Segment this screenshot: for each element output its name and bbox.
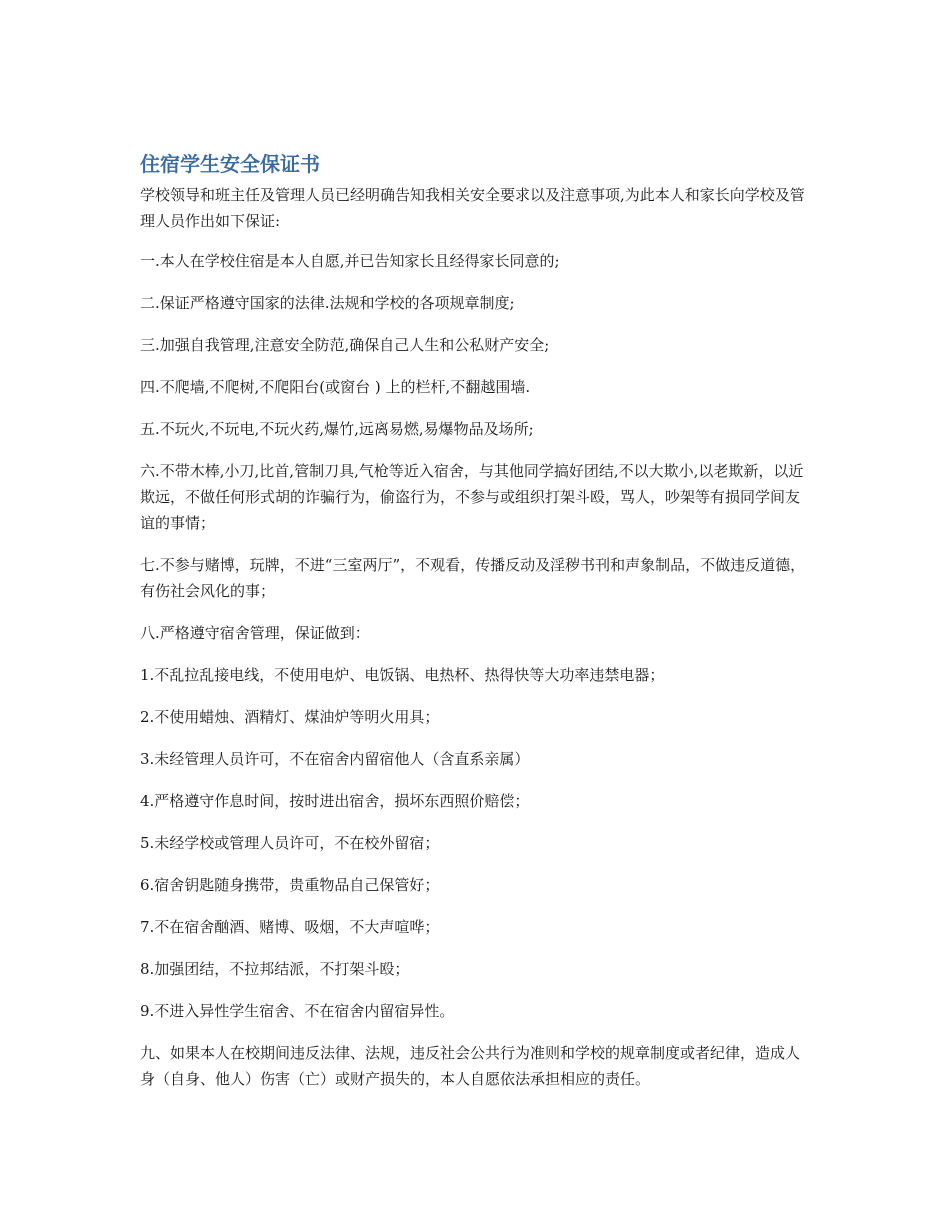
paragraph-3: 三.加强自我管理,注意安全防范,确保自己人生和公私财产安全; (140, 336, 550, 354)
rule-7: 7.不在宿舍酗酒、赌博、吸烟，不大声喧哗； (140, 918, 440, 936)
paragraph-8: 八.严格遵守宿舍管理，保证做到： (140, 624, 370, 642)
rule-4: 4.严格遵守作息时间，按时进出宿舍，损坏东西照价赔偿； (140, 792, 530, 810)
rule-8: 8.加强团结，不拉邦结派，不打架斗殴； (140, 960, 410, 978)
rule-9: 9.不进入异性学生宿舍、不在宿舍内留宿异性。 (140, 1002, 455, 1020)
rule-2: 2.不使用蜡烛、酒精灯、煤油炉等明火用具； (140, 708, 440, 726)
paragraph-4: 四.不爬墙,不爬树,不爬阳台(或窗台 ) 上的栏杆,不翻越围墙. (140, 378, 531, 396)
paragraph-7: 七.不参与赌博，玩牌，不进“三室两厅”，不观看，传播反动及淫秽书刊和声象制品，不做违反道德，有伤社会风化的事； (140, 556, 806, 600)
paragraph-2: 二.保证严格遵守国家的法律.法规和学校的各项规章制度; (140, 294, 515, 312)
paragraph-5: 五.不玩火,不玩电,不玩火药,爆竹,远离易燃,易爆物品及场所; (140, 420, 534, 438)
paragraph-9: 九、如果本人在校期间违反法律、法规，违反社会公共行为准则和学校的规章制度或者纪律，造成人身（自身、他人）伤害（亡）或财产损失的，本人自愿依法承担相应的责任。 (140, 1044, 801, 1088)
rule-1: 1.不乱拉乱接电线，不使用电炉、电饭锅、电热杯、热得快等大功率违禁电器； (140, 666, 665, 684)
intro-paragraph: 学校领导和班主任及管理人员已经明确告知我相关安全要求以及注意事项,为此本人和家长向学校及管理人员作出如下保证: (140, 186, 805, 230)
document-page (140, 150, 812, 1108)
paragraph-1: 一.本人在学校住宿是本人自愿,并已告知家长且经得家长同意的; (140, 252, 560, 270)
document-title: 住宿学生安全保证书 (140, 152, 320, 176)
paragraph-6: 六.不带木棒,小刀,比首,管制刀具,气枪等近入宿舍，与其他同学搞好团结,不以大欺小,以老欺新，以近欺远，不做任何形式胡的诈骗行为，偷盗行为，不参与或组织打架斗殴，骂人，吵架等有损同学间友谊的事情； (140, 462, 804, 532)
rule-6: 6.宿舍钥匙随身携带，贵重物品自己保管好； (140, 876, 440, 894)
rule-5: 5.未经学校或管理人员许可，不在校外留宿； (140, 834, 440, 852)
rule-3: 3.未经管理人员许可，不在宿舍内留宿他人（含直系亲属） (140, 750, 530, 768)
